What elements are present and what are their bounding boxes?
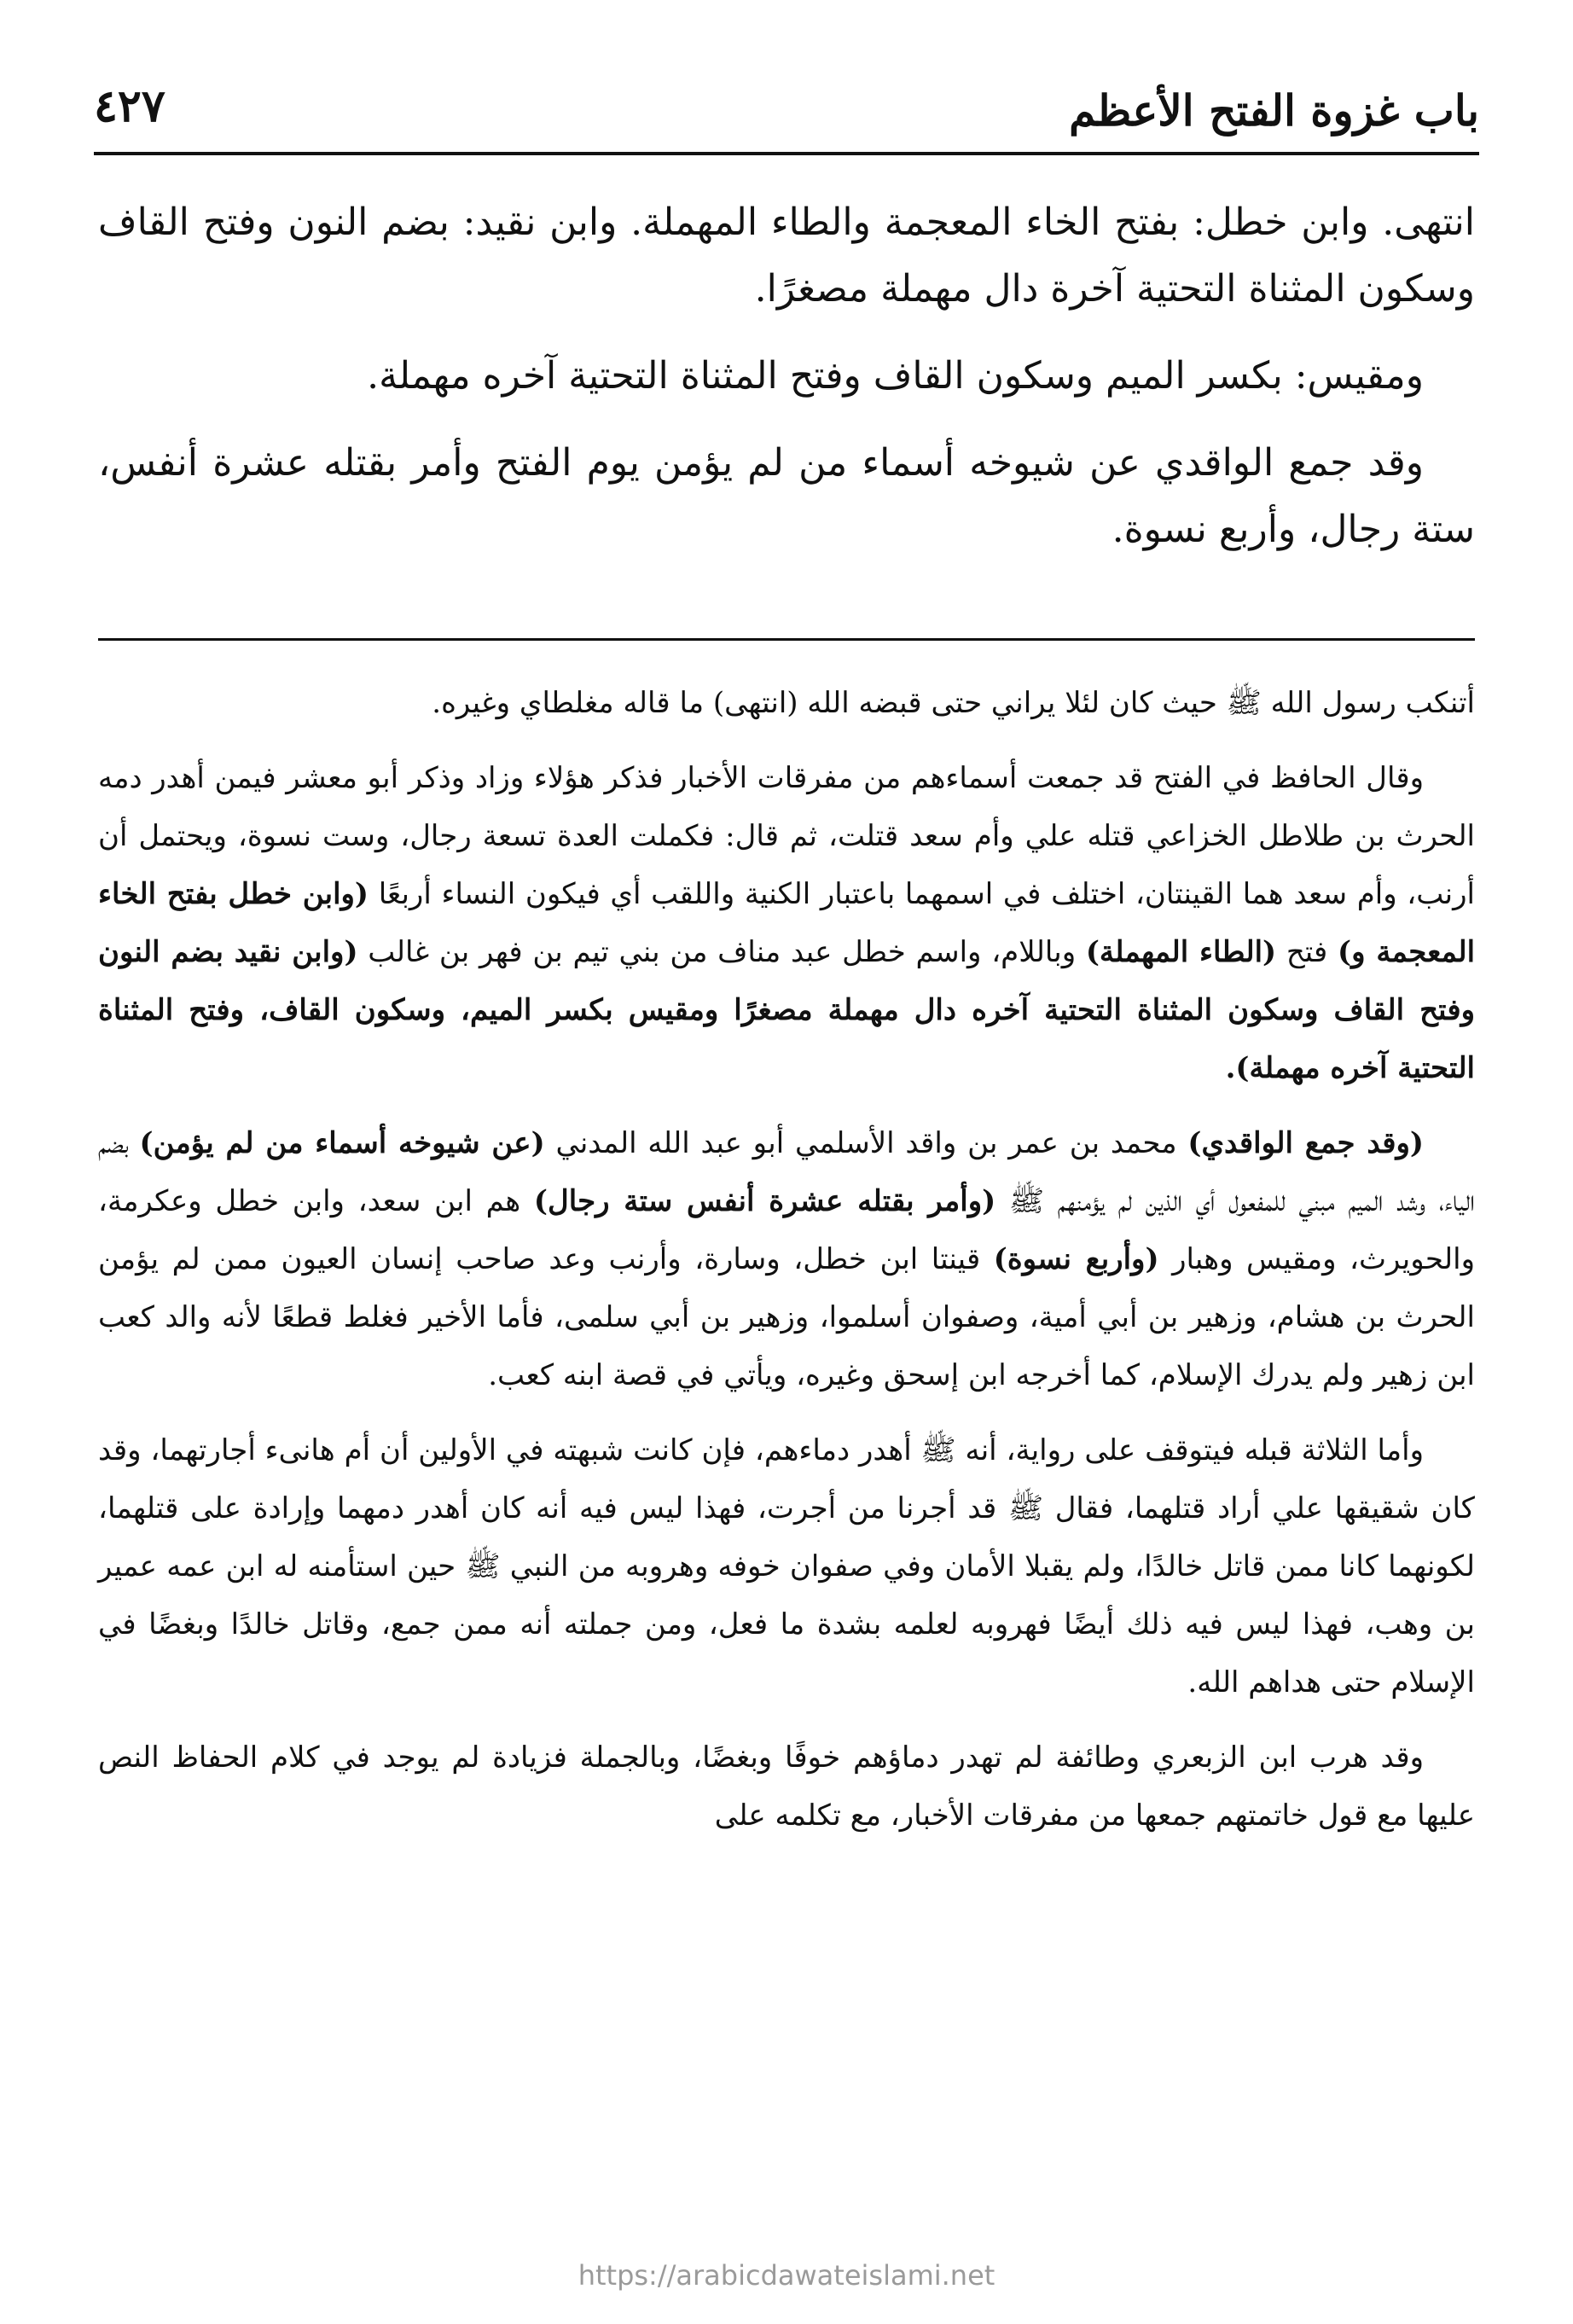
- commentary-text-run: محمد بن عمر بن واقد الأسلمي أبو عبد الله المدني: [544, 1126, 1188, 1160]
- page-number: ٤٢٧: [94, 80, 165, 132]
- main-text: [98, 189, 1475, 584]
- page-header: [94, 75, 1479, 155]
- commentary-text-run: فتح: [1276, 935, 1338, 969]
- quoted-main-text: (الطاء المهملة): [1085, 935, 1277, 969]
- running-title: باب غزوة الفتح الأعظم: [1069, 85, 1479, 136]
- commentary-text-run: بضم الياء، وشد الميم مبني للمفعول أي الذين لم يؤمنهم ﷺ: [98, 1126, 1475, 1218]
- main-text-paragraph: ومقيس: بكسر الميم وسكون القاف وفتح المثناة التحتية آخره مهملة.: [367, 354, 1424, 398]
- commentary-paragraph: أتنكب رسول الله ﷺ حيث كان لئلا يراني حتى قبضه الله (انتهى) ما قاله مغلطاي وغيره.: [432, 686, 1475, 720]
- commentary-paragraph: وقد هرب ابن الزبعري وطائفة لم تهدر دماؤهم خوفًا وبغضًا، وبالجملة فزيادة لم يوجد في كلام الحفاظ النص عليها مع قول خاتمتهم جمعها من مفرقات الأخبار، مع تكلمه على: [98, 1740, 1475, 1833]
- commentary-text: [98, 674, 1475, 1862]
- commentary-paragraph: [98, 1114, 1475, 1404]
- quoted-main-text: (وابن نقيد بضم النون وفتح القاف وسكون المثناة التحتية آخره دال مهملة مصغرًا ومقيس بكسر الميم، وسكون القاف، وفتح المثناة التحتية آخره مهملة).: [98, 935, 1475, 1085]
- main-text-paragraph: انتهى. وابن خطل: بفتح الخاء المعجمة والطاء المهملة. وابن نقيد: بضم النون وفتح القاف وسكون المثناة التحتية آخرة دال مهملة مصغرًا.: [98, 200, 1475, 311]
- commentary-paragraph: [98, 749, 1475, 1097]
- main-text-paragraph: وقد جمع الواقدي عن شيوخه أسماء من لم يؤمن يوم الفتح وأمر بقتله عشرة أنفس، ستة رجال، وأربع نسوة.: [98, 441, 1475, 551]
- commentary-text-run: هم ابن سعد، وابن خطل وعكرمة، والحويرث، ومقيس وهبار: [98, 1184, 1475, 1276]
- section-divider: [98, 638, 1475, 641]
- commentary-text-run: قينتا ابن خطل، وسارة، وأرنب وعد صاحب إنسان العيون ممن لم يؤمن الحرث بن هشام، وزهير بن أبي أمية، وصفوان أسلموا، وزهير بن أبي سلمى، فأما الأخير فغلط قطعًا لأنه والد كعب ابن زهير ولم يدرك الإسلام، كما أخرجه ابن إسحق وغيره، ويأتي في قصة ابنه كعب.: [98, 1242, 1475, 1392]
- commentary-text-run: وقال الحافظ في الفتح قد جمعت أسماءهم من مفرقات الأخبار فذكر هؤلاء وزاد وذكر أبو معشر فيمن أهدر دمه الحرث بن طلاطل الخزاعي قتله علي وأم سعد قتلت، ثم قال: فكملت العدة تسعة رجال، وست نسوة، ويحتمل أن أرنب، وأم سعد هما القينتان، اختلف في اسمهما باعتبار الكنية واللقب أي فيكون النساء أربعًا: [98, 761, 1475, 911]
- quoted-main-text: (وابن خطل بفتح الخاء المعجمة و): [98, 877, 1476, 969]
- watermark-url: https://arabicdawateislami.net: [578, 2259, 995, 2292]
- quoted-main-text: (عن شيوخه أسماء من لم يؤمن): [139, 1126, 545, 1160]
- commentary-paragraph: وأما الثلاثة قبله فيتوقف على رواية، أنه ﷺ أهدر دماءهم، فإن كانت شبهته في الأولين أن أم هانىء أجارتهما، وقد كان شقيقها علي أراد قتلهما، فقال ﷺ قد أجرنا من أجرت، فهذا ليس فيه أنه كان أهدر دمهما وإرادة على قتلهما، لكونهما كانا ممن قاتل خالدًا، ولم يقبلا الأمان وفي صفوان خوفه وهروبه من النبي ﷺ حين استأمنه له ابن عمه عمير بن وهب، فهذا ليس فيه ذلك أيضًا فهروبه لعلمه بشدة ما فعل، ومن جملته أنه ممن جمع، وقاتل خالدًا وبغضًا في الإسلام حتى هداهم الله.: [98, 1433, 1475, 1699]
- commentary-text-run: وباللام، واسم خطل عبد مناف من بني تيم بن فهر بن غالب: [357, 935, 1086, 969]
- quoted-main-text: (وقد جمع الواقدي): [1187, 1126, 1425, 1160]
- quoted-main-text: (وأربع نسوة): [993, 1242, 1159, 1276]
- quoted-main-text: (وأمر بقتله عشرة أنفس ستة رجال): [533, 1184, 996, 1218]
